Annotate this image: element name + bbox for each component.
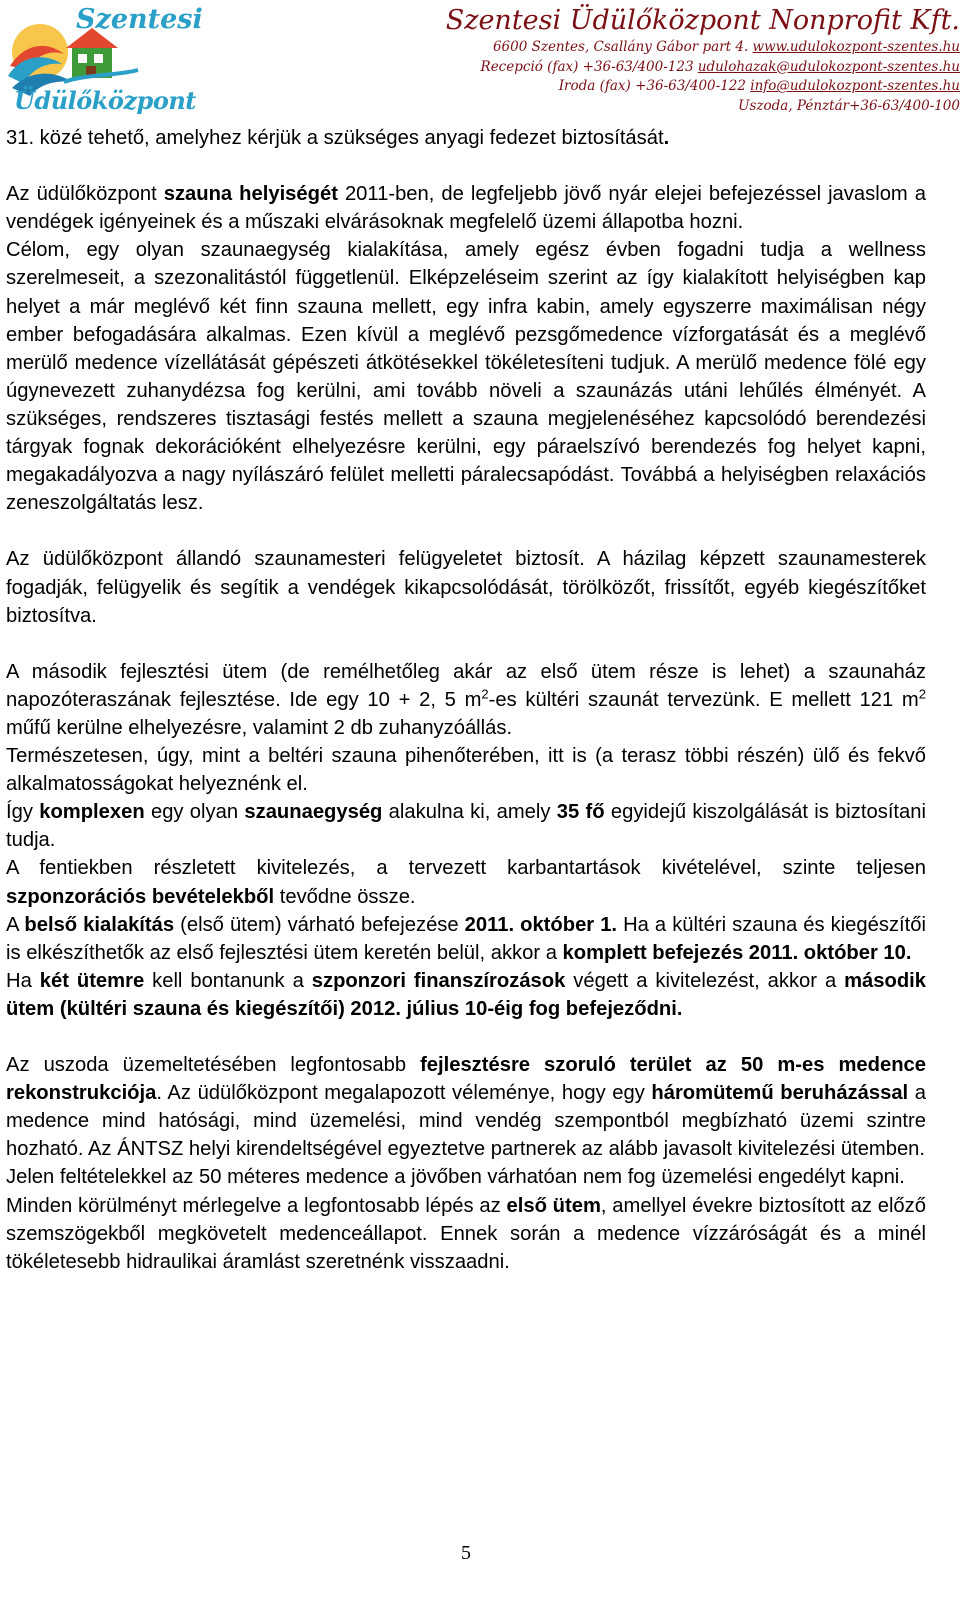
bold-text: szponzori finanszírozások xyxy=(311,969,566,992)
text: tevődne össze. xyxy=(274,885,416,908)
text: műfű kerülne elhelyezésre, valamint 2 db zuhanyzóállás. xyxy=(6,716,513,739)
bold-text: . xyxy=(663,127,670,149)
spacer xyxy=(6,1023,926,1051)
superscript: 2 xyxy=(481,686,489,702)
text: , amellyel évekre biztosított az előző szemszögekből megkövetelt medenceállapot. Ennek során a medence vízzáróságát és a minél tökéletesebb hidraulikai áramlást szeretnénk visszaadni. xyxy=(6,1194,926,1273)
text: Az üdülőközpont xyxy=(6,183,164,206)
paragraph-1 xyxy=(6,124,926,152)
text: . Az üdülőközpont megalapozott véleménye, hogy egy xyxy=(156,1082,652,1105)
text: A fentiekben részletett kivitelezés, a tervezett karbantartások kivételével, szinte teljesen xyxy=(6,857,926,880)
bold-text: első ütem xyxy=(506,1194,601,1217)
reception-phone: Recepció (fax) +36-63/400-123 xyxy=(480,58,694,75)
superscript: 2 xyxy=(918,686,926,702)
bold-text: 2011. október 1. xyxy=(464,913,618,936)
paragraph-12: Jelen feltételekkel az 50 méteres medence a jövőben várhatóan nem fog üzemelési engedélyt kapni. xyxy=(6,1166,905,1189)
paragraph-6: Természetesen, úgy, mint a beltéri szauna pihenőterében, itt is (a terasz többi részén) ülő és fekvő alkalmatosságokat helyeznénk el. xyxy=(6,745,926,796)
spacer xyxy=(6,630,926,658)
text: Az uszoda üzemeltetésében legfontosabb xyxy=(6,1054,421,1077)
pool-line: Uszoda, Pénztár+36-63/400-100 xyxy=(738,97,960,114)
bold-text: szauna helyiségét xyxy=(163,183,338,206)
logo-text-top: Szentesi xyxy=(76,4,203,35)
office-line xyxy=(440,77,960,97)
text: 2011-ben, de legfeljebb jövő nyár elejei befejezéssel javaslom a vendégek igényeinek és a műszaki elvárásoknak megfelelő üzemi állapotba hozni. xyxy=(6,183,926,234)
page-number: 5 xyxy=(461,1542,471,1564)
paragraph-5 xyxy=(6,658,926,742)
bold-text: fejlesztésre szoruló terület az 50 m-es medence rekonstrukciója xyxy=(6,1054,926,1105)
text: Minden körülményt mérlegelve a legfontosabb lépés az xyxy=(6,1194,507,1217)
paragraph-7 xyxy=(6,798,926,854)
bold-text: szponzorációs bevételekből xyxy=(6,885,275,908)
text: végett a kivitelezést, akkor a xyxy=(565,969,845,992)
bold-text: 35 fő xyxy=(556,801,605,824)
text: Ha xyxy=(6,969,40,992)
bold-text: háromütemű beruházással xyxy=(651,1082,909,1105)
address: 6600 Szentes, Csallány Gábor part 4. xyxy=(492,39,749,55)
paragraph-13 xyxy=(6,1192,926,1276)
reception-email-link[interactable]: udulohazak@udulokozpont-szentes.hu xyxy=(697,58,960,75)
text: Így xyxy=(6,801,40,824)
text: 31. közé tehető, amelyhez kérjük a szükséges anyagi fedezet biztosítását xyxy=(6,127,664,149)
office-email-link[interactable]: info@udulokozpont-szentes.hu xyxy=(750,78,960,94)
paragraph-8 xyxy=(6,854,926,910)
bold-text: két ütemre xyxy=(39,969,145,992)
paragraph-4: Az üdülőközpont állandó szaunamesteri felügyeletet biztosít. A házilag képzett szaunamesterek fogadják, felügyelik és segítik a vendégek kikapcsolódását, törölközőt, frissítőt, egyéb kiegészítőket biztosítva. xyxy=(6,548,926,627)
paragraph-11 xyxy=(6,1051,926,1163)
text: (első ütem) várható befejezése xyxy=(174,913,465,936)
office-phone: Iroda (fax) +36-63/400-122 xyxy=(558,78,746,94)
text: A xyxy=(6,913,25,936)
paragraph-3: Célom, egy olyan szaunaegység kialakítása, amely egész évben fogadni tudja a wellness szerelmeseit, a szezonalitástól függetlenül. Elképzeléseim szerint az így kialakított helyiségben kap helyet a már meglévő két finn szauna mellett, egy infra kabin, amely egyszerre maximálisan négy ember befogadására alkalmas. Ezen kívül a meglévő pezsgőmedence vízforgatását és a meglévő merülő medence vízellátását gépészeti átkötésekkel tökéletesíteni tudjuk. A merülő medence fölé egy úgynevezett zuhanydézsa fog kerülni, ami tovább növeli a szaunázás utáni lehűlés élményét. A szükséges, rendszeres tisztasági festés mellett a szauna megjelenéséhez kapcsolódó berendezési tárgyak fognak dekorációként elhelyezésre kerülni, egy páraelszívó berendezés fog helyet kapni, megakadályozva a nagy nyílászáró felület melletti páralecsapódást. Továbbá a helyiségben relaxációs zeneszolgáltatás lesz. xyxy=(6,239,926,515)
bold-text: komplexen xyxy=(39,801,145,824)
text: egy olyan xyxy=(144,801,245,824)
reception-line xyxy=(440,58,960,78)
text: kell bontanunk a xyxy=(144,969,312,992)
text: egyidejű kiszolgálását is biztosítani tudja. xyxy=(6,801,926,852)
bold-text: szaunaegység xyxy=(244,801,383,824)
company-name: Szentesi Üdülőközpont Nonprofit Kft. xyxy=(445,5,960,36)
spacer xyxy=(6,152,926,180)
text: alakulna ki, amely xyxy=(382,801,557,824)
company-logo xyxy=(6,4,203,116)
paragraph-2 xyxy=(6,180,926,236)
bold-text: második ütem (kültéri szauna és kiegészítői) 2012. július 10-éig fog befejeződni. xyxy=(6,969,927,1020)
text: a medence mind hatósági, mind üzemelési, mind vendég szempontból megbízható üzemi szintre hozható. Az ÁNTSZ helyi kirendeltségével egyeztetve partnerek az alább javasolt kivitelezési ütemben. xyxy=(6,1082,926,1161)
website-link[interactable]: www.udulokozpont-szentes.hu xyxy=(752,39,960,55)
text: -es kültéri szaunát tervezünk. E mellett 121 m xyxy=(488,688,919,711)
address-line xyxy=(440,38,960,58)
text: Ha a kültéri szauna és kiegészítői is elkészíthetők az első fejlesztési ütem keretén belül, akkor a xyxy=(6,913,926,964)
letterhead xyxy=(0,0,960,126)
bold-text: belső kialakítás xyxy=(24,913,175,936)
bold-text: komplett befejezés 2011. október 10. xyxy=(562,941,912,964)
paragraph-10 xyxy=(6,967,926,1023)
logo-text-bottom: Üdülőközpont xyxy=(14,86,196,115)
paragraph-9 xyxy=(6,911,926,967)
company-contact-block xyxy=(440,4,960,116)
text: A második fejlesztési ütem (de remélhetőleg akár az első ütem része is lehet) a szaunaház napozóteraszának fejlesztése. Ide egy 10 + 2, 5 m xyxy=(6,660,926,711)
spacer xyxy=(6,517,926,545)
document-body xyxy=(6,124,926,1276)
